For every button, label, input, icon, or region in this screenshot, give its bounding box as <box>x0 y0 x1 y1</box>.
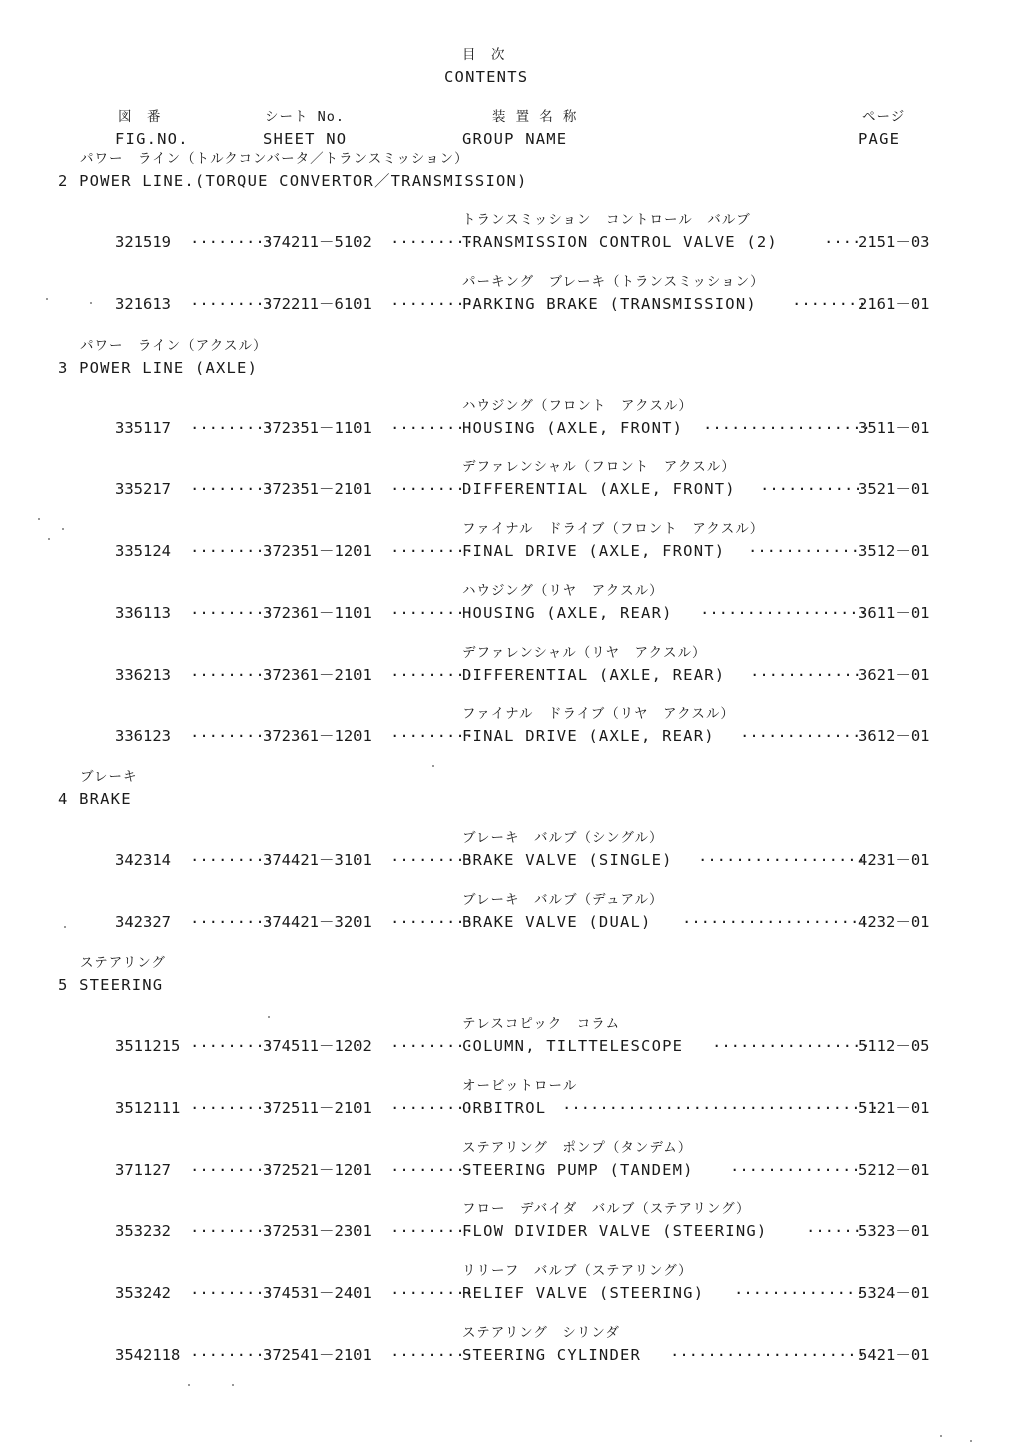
entry-sheet-no: 372521－1201 <box>263 1161 372 1179</box>
entry-name-jp: ファイナル ドライブ（フロント アクスル） <box>462 521 765 537</box>
entry-name-jp: デファレンシャル（リヤ アクスル） <box>462 645 707 661</box>
entry-page: 3511－01 <box>858 419 930 437</box>
entry-page: 3521－01 <box>858 480 930 498</box>
header-sheet-en: SHEET NO <box>263 130 348 148</box>
entry-page: 3611－01 <box>858 604 930 622</box>
header-sheet-jp: シート No. <box>265 109 346 125</box>
leader-dots: ········· <box>390 666 474 684</box>
entry-name-jp: ハウジング（リヤ アクスル） <box>462 583 664 599</box>
leader-dots: ········· <box>390 1099 474 1117</box>
entry-group-name: FINAL DRIVE (AXLE, FRONT) <box>462 542 726 560</box>
entry-fig-no: 336113 <box>115 604 171 622</box>
leader-dots: ········· <box>390 913 474 931</box>
leader-dots: ·············· <box>734 1284 865 1302</box>
entry-name-jp: オービットロール <box>462 1078 578 1094</box>
entry-name-jp: ファイナル ドライブ（リヤ アクスル） <box>462 706 735 722</box>
entry-sheet-no: 374531－2401 <box>263 1284 372 1302</box>
leader-dots: ········· <box>190 542 274 560</box>
leader-dots: ········ <box>792 295 867 313</box>
entry-page: 4231－01 <box>858 851 930 869</box>
entry-page: 5324－01 <box>858 1284 930 1302</box>
leader-dots: ·················· <box>700 604 868 622</box>
leader-dots: ········· <box>390 233 474 251</box>
leader-dots: ···· <box>824 233 862 251</box>
header-page-jp: ページ <box>862 109 906 125</box>
scan-speck <box>268 1016 270 1018</box>
entry-group-name: STEERING PUMP (TANDEM) <box>462 1161 694 1179</box>
entry-group-name: BRAKE VALVE (SINGLE) <box>462 851 673 869</box>
title-jp: 目 次 <box>462 47 506 63</box>
entry-fig-no: 336123 <box>115 727 171 745</box>
section-title-en: 5 STEERING <box>58 976 164 994</box>
entry-fig-no: 3511215 <box>115 1037 181 1055</box>
header-fig-jp: 図 番 <box>118 109 162 125</box>
entry-fig-no: 335117 <box>115 419 171 437</box>
entry-name-jp: テレスコピック コラム <box>462 1016 621 1032</box>
entry-sheet-no: 372351－2101 <box>263 480 372 498</box>
leader-dots: ········· <box>390 727 474 745</box>
entry-sheet-no: 372531－2301 <box>263 1222 372 1240</box>
scan-speck <box>46 298 48 300</box>
leader-dots: ········· <box>390 419 474 437</box>
entry-group-name: PARKING BRAKE (TRANSMISSION) <box>462 295 757 313</box>
leader-dots: ········· <box>190 1161 274 1179</box>
entry-sheet-no: 372361－1101 <box>263 604 372 622</box>
leader-dots: ········· <box>190 419 274 437</box>
leader-dots: ········· <box>190 604 274 622</box>
entry-sheet-no: 372541－2101 <box>263 1346 372 1364</box>
entry-group-name: DIFFERENTIAL (AXLE, REAR) <box>462 666 726 684</box>
leader-dots: ········· <box>390 1284 474 1302</box>
entry-group-name: COLUMN, TILTTELESCOPE <box>462 1037 684 1055</box>
entry-sheet-no: 372361－1201 <box>263 727 372 745</box>
entry-page: 5323－01 <box>858 1222 930 1240</box>
entry-fig-no: 342327 <box>115 913 171 931</box>
leader-dots: ········· <box>190 480 274 498</box>
section-title-en: 2 POWER LINE.(TORQUE CONVERTOR／TRANSMISSION) <box>58 172 528 190</box>
leader-dots: ·················· <box>703 419 871 437</box>
scan-speck <box>62 528 64 530</box>
leader-dots: ·································· <box>562 1099 880 1117</box>
entry-page: 5212－01 <box>858 1161 930 1179</box>
leader-dots: ········· <box>190 666 274 684</box>
section-title-en: 4 BRAKE <box>58 790 132 808</box>
leader-dots: ········· <box>190 851 274 869</box>
entry-page: 2151－03 <box>858 233 930 251</box>
entry-group-name: ORBITROL <box>462 1099 547 1117</box>
entry-fig-no: 335124 <box>115 542 171 560</box>
leader-dots: ········· <box>390 604 474 622</box>
entry-name-jp: トランスミッション コントロール バルブ <box>462 212 751 228</box>
leader-dots: ········· <box>190 295 274 313</box>
leader-dots: ········· <box>190 1099 274 1117</box>
entry-group-name: FLOW DIVIDER VALVE (STEERING) <box>462 1222 768 1240</box>
entry-group-name: RELIEF VALVE (STEERING) <box>462 1284 705 1302</box>
scan-speck <box>232 1384 234 1386</box>
entry-fig-no: 336213 <box>115 666 171 684</box>
entry-fig-no: 342314 <box>115 851 171 869</box>
entry-name-jp: ステアリング ポンプ（タンデム） <box>462 1140 693 1156</box>
scan-speck <box>38 518 40 520</box>
scan-speck <box>48 538 50 540</box>
entry-name-jp: フロー デバイダ バルブ（ステアリング） <box>462 1201 751 1217</box>
leader-dots: ········· <box>390 1037 474 1055</box>
header-group-jp: 装 置 名 称 <box>492 109 578 125</box>
scan-speck <box>940 1435 942 1437</box>
entry-sheet-no: 374511－1202 <box>263 1037 372 1055</box>
leader-dots: ········· <box>390 1346 474 1364</box>
entry-sheet-no: 372351－1201 <box>263 542 372 560</box>
scan-speck <box>188 1384 190 1386</box>
leader-dots: ················· <box>712 1037 871 1055</box>
leader-dots: ········· <box>190 1037 274 1055</box>
entry-group-name: FINAL DRIVE (AXLE, REAR) <box>462 727 715 745</box>
leader-dots: ········· <box>190 1346 274 1364</box>
leader-dots: ········· <box>390 851 474 869</box>
leader-dots: ······ <box>806 1222 862 1240</box>
scan-speck <box>432 765 434 767</box>
leader-dots: ············ <box>750 666 862 684</box>
leader-dots: ·············· <box>730 1161 861 1179</box>
leader-dots: ········· <box>390 480 474 498</box>
entry-name-jp: ブレーキ バルブ（デュアル） <box>462 892 664 908</box>
entry-page: 3612－01 <box>858 727 930 745</box>
section-title-jp: ブレーキ <box>80 769 138 785</box>
entry-group-name: TRANSMISSION CONTROL VALVE (2) <box>462 233 778 251</box>
entry-sheet-no: 372351－1101 <box>263 419 372 437</box>
entry-fig-no: 321519 <box>115 233 171 251</box>
header-fig-en: FIG.NO. <box>115 130 189 148</box>
entry-name-jp: リリーフ バルブ（ステアリング） <box>462 1263 693 1279</box>
entry-fig-no: 353242 <box>115 1284 171 1302</box>
leader-dots: ········· <box>390 1161 474 1179</box>
leader-dots: ············· <box>740 727 862 745</box>
entry-fig-no: 335217 <box>115 480 171 498</box>
header-group-en: GROUP NAME <box>462 130 568 148</box>
leader-dots: ····················· <box>670 1346 866 1364</box>
entry-fig-no: 3512111 <box>115 1099 181 1117</box>
leader-dots: ········· <box>190 1222 274 1240</box>
scan-speck <box>64 926 66 928</box>
leader-dots: ·················· <box>698 851 866 869</box>
entry-name-jp: ハウジング（フロント アクスル） <box>462 398 693 414</box>
leader-dots: ········· <box>390 295 474 313</box>
leader-dots: ········· <box>190 1284 274 1302</box>
leader-dots: ··········· <box>760 480 863 498</box>
section-title-jp: パワー ライン（アクスル） <box>80 338 268 354</box>
entry-name-jp: ステアリング シリンダ <box>462 1325 620 1341</box>
leader-dots: ········· <box>390 542 474 560</box>
entry-group-name: HOUSING (AXLE, REAR) <box>462 604 673 622</box>
entry-group-name: BRAKE VALVE (DUAL) <box>462 913 652 931</box>
section-title-en: 3 POWER LINE (AXLE) <box>58 359 259 377</box>
entry-name-jp: デファレンシャル（フロント アクスル） <box>462 459 736 475</box>
entry-sheet-no: 372511－2101 <box>263 1099 372 1117</box>
leader-dots: ········· <box>190 727 274 745</box>
leader-dots: ········· <box>390 1222 474 1240</box>
entry-fig-no: 371127 <box>115 1161 171 1179</box>
entry-sheet-no: 374421－3101 <box>263 851 372 869</box>
header-page-en: PAGE <box>858 130 901 148</box>
entry-sheet-no: 372211－6101 <box>263 295 372 313</box>
entry-page: 5421－01 <box>858 1346 930 1364</box>
entry-sheet-no: 374421－3201 <box>263 913 372 931</box>
leader-dots: ···················· <box>682 913 869 931</box>
entry-page: 4232－01 <box>858 913 930 931</box>
entry-page: 3512－01 <box>858 542 930 560</box>
entry-page: 3621－01 <box>858 666 930 684</box>
entry-group-name: DIFFERENTIAL (AXLE, FRONT) <box>462 480 736 498</box>
entry-sheet-no: 374211－5102 <box>263 233 372 251</box>
title-en: CONTENTS <box>444 68 529 86</box>
entry-name-jp: パーキング ブレーキ（トランスミッション） <box>462 274 765 290</box>
entry-group-name: STEERING CYLINDER <box>462 1346 642 1364</box>
section-title-jp: パワー ライン（トルクコンバータ／トランスミッション） <box>80 151 469 167</box>
entry-sheet-no: 372361－2101 <box>263 666 372 684</box>
entry-page: 5121－01 <box>858 1099 930 1117</box>
entry-fig-no: 321613 <box>115 295 171 313</box>
entry-page: 5112－05 <box>858 1037 930 1055</box>
leader-dots: ············ <box>748 542 860 560</box>
entry-page: 2161－01 <box>858 295 930 313</box>
leader-dots: ········· <box>190 233 274 251</box>
scan-speck <box>970 1440 972 1442</box>
entry-fig-no: 3542118 <box>115 1346 181 1364</box>
entry-name-jp: ブレーキ バルブ（シングル） <box>462 830 664 846</box>
section-title-jp: ステアリング <box>80 955 166 971</box>
scan-speck <box>90 302 92 304</box>
entry-group-name: HOUSING (AXLE, FRONT) <box>462 419 684 437</box>
entry-fig-no: 353232 <box>115 1222 171 1240</box>
leader-dots: ········· <box>190 913 274 931</box>
